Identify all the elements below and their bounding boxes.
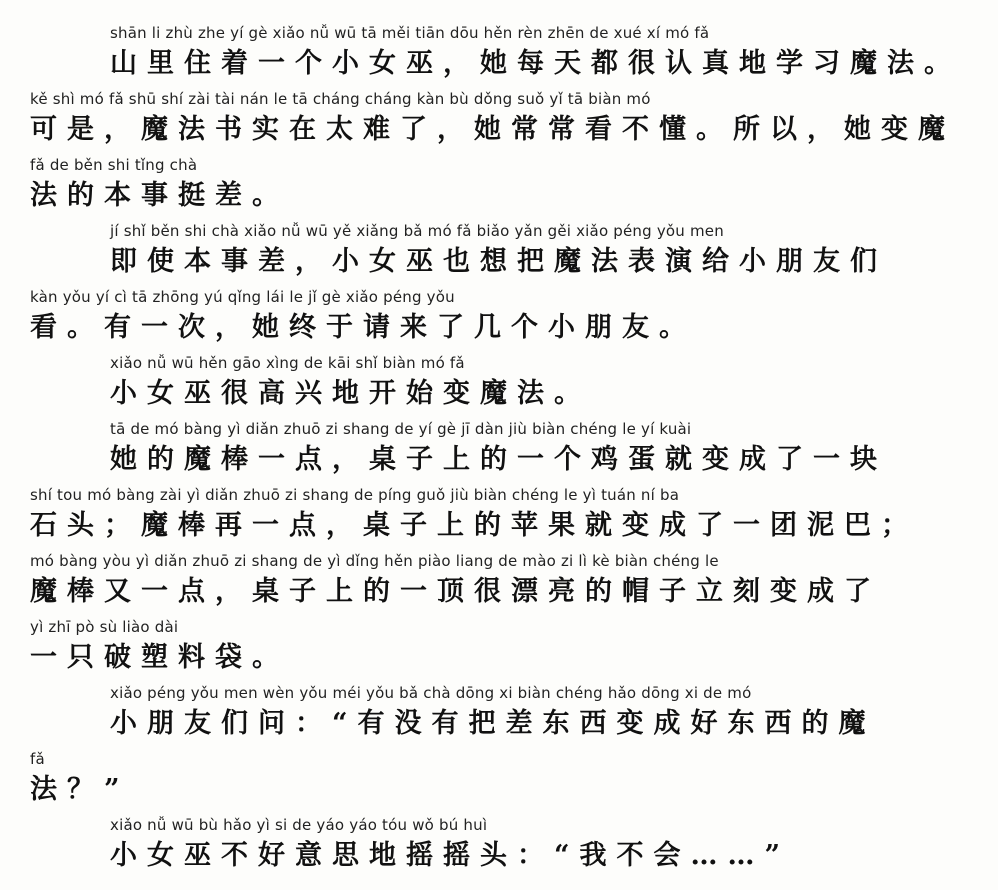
hanzi-line: 可是，魔法书实在太难了，她常常看不懂。所以，她变魔 <box>30 114 955 145</box>
pinyin-line: jí shǐ běn shi chà xiǎo nǚ wū yě xiǎng bǎ mó fǎ biǎo yǎn gěi xiǎo péng yǒu men <box>110 222 724 240</box>
hanzi-line: 魔棒又一点，桌子上的一顶很漂亮的帽子立刻变成了 <box>30 576 881 607</box>
pinyin-line: xiǎo nǚ wū bù hǎo yì si de yáo yáo tóu wǒ bú huì <box>110 816 488 834</box>
text-line-10 <box>30 618 968 684</box>
pinyin-line: shí tou mó bàng zài yì diǎn zhuō zi shang de píng guǒ jiù biàn chéng le yì tuán ní ba <box>30 486 680 504</box>
hanzi-line: 小朋友们问：“有没有把差东西变成好东西的魔 <box>110 708 876 739</box>
text-line-8 <box>30 486 968 552</box>
hanzi-line: 法的本事挺差。 <box>30 180 289 211</box>
text-line-12 <box>30 750 968 816</box>
hanzi-line: 小女巫不好意思地摇摇头：“我不会……” <box>110 840 791 871</box>
pinyin-line: shān li zhù zhe yí gè xiǎo nǚ wū tā měi tiān dōu hěn rèn zhēn de xué xí mó fǎ <box>110 24 710 42</box>
pinyin-line: yì zhī pò sù liào dài <box>30 618 179 636</box>
hanzi-line: 山里住着一个小女巫，她每天都很认真地学习魔法。 <box>110 48 961 79</box>
text-line-4 <box>110 222 968 288</box>
pinyin-line: xiǎo nǚ wū hěn gāo xìng de kāi shǐ biàn mó fǎ <box>110 354 465 372</box>
pinyin-line: kàn yǒu yí cì tā zhōng yú qǐng lái le jǐ gè xiǎo péng yǒu <box>30 288 455 306</box>
hanzi-line: 石头；魔棒再一点，桌子上的苹果就变成了一团泥巴； <box>30 510 918 541</box>
pinyin-line: xiǎo péng yǒu men wèn yǒu méi yǒu bǎ chà dōng xi biàn chéng hǎo dōng xi de mó <box>110 684 752 702</box>
pinyin-line: fǎ de běn shi tǐng chà <box>30 156 198 174</box>
pinyin-line: mó bàng yòu yì diǎn zhuō zi shang de yì dǐng hěn piào liang de mào zi lì kè biàn chéng le <box>30 552 719 570</box>
text-line-11 <box>110 684 968 750</box>
text-line-3 <box>30 156 968 222</box>
text-line-7 <box>110 420 968 486</box>
pinyin-line: tā de mó bàng yì diǎn zhuō zi shang de yí gè jī dàn jiù biàn chéng le yí kuài <box>110 420 692 438</box>
text-line-1 <box>110 24 968 90</box>
hanzi-line: 小女巫很高兴地开始变魔法。 <box>110 378 591 409</box>
pinyin-line: kě shì mó fǎ shū shí zài tài nán le tā cháng cháng kàn bù dǒng suǒ yǐ tā biàn mó <box>30 90 651 108</box>
hanzi-line: 一只破塑料袋。 <box>30 642 289 673</box>
hanzi-line: 法？” <box>30 774 130 805</box>
hanzi-line: 看。有一次，她终于请来了几个小朋友。 <box>30 312 696 343</box>
text-line-6 <box>110 354 968 420</box>
text-line-9 <box>30 552 968 618</box>
text-line-5 <box>30 288 968 354</box>
hanzi-line: 她的魔棒一点，桌子上的一个鸡蛋就变成了一块 <box>110 444 887 475</box>
text-line-13 <box>110 816 968 882</box>
hanzi-line: 即使本事差，小女巫也想把魔法表演给小朋友们 <box>110 246 887 277</box>
pinyin-line: fǎ <box>30 750 45 768</box>
text-line-2 <box>30 90 968 156</box>
